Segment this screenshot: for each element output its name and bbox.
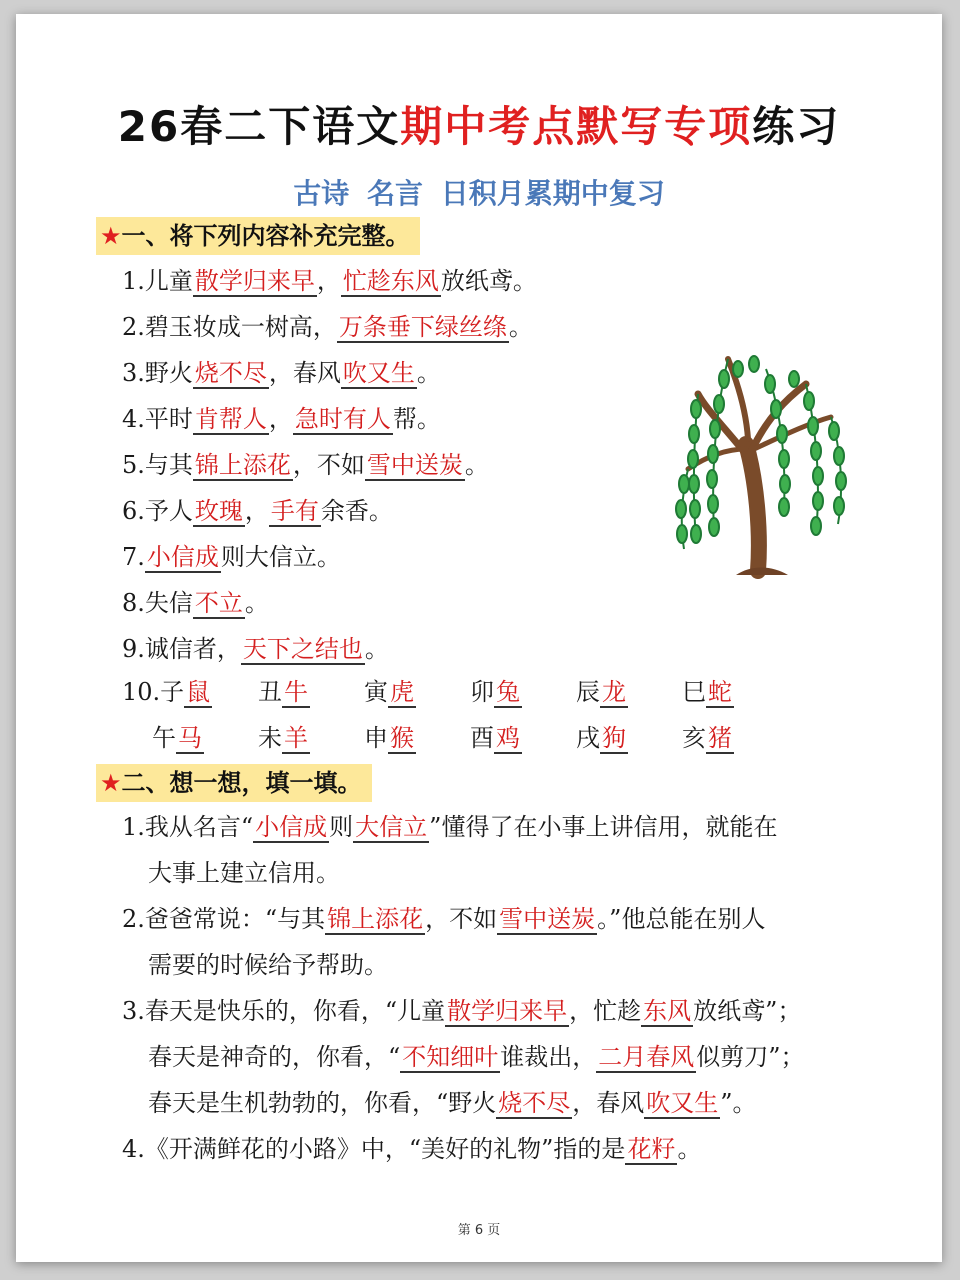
prompt-text: ，忙趁 bbox=[569, 997, 642, 1025]
page-number: 第 6 页 bbox=[457, 1223, 501, 1238]
prompt-text: 放纸鸢。 bbox=[440, 267, 537, 295]
prompt-text: 7. bbox=[122, 543, 145, 571]
earthly-branch: 申 bbox=[364, 724, 388, 752]
section2-heading-text: 二、想一想，填一填。 bbox=[121, 769, 362, 797]
prompt-text: 。 bbox=[464, 451, 489, 479]
answer-text: 烧不尽 bbox=[194, 359, 267, 387]
prompt-text: 3.野火 bbox=[122, 359, 193, 387]
answer-text: 牛 bbox=[284, 678, 308, 706]
prompt-text: 。 bbox=[364, 635, 389, 663]
section1-item bbox=[122, 402, 441, 436]
prompt-text: 5.与其 bbox=[122, 451, 193, 479]
answer-text: 大信立 bbox=[355, 813, 428, 841]
answer-text: 小信成 bbox=[255, 813, 328, 841]
section2-line bbox=[122, 1132, 701, 1166]
prompt-text: 。 bbox=[677, 1135, 702, 1163]
earthly-branch: 10.子 bbox=[122, 678, 185, 706]
prompt-text: 1.我从名言“ bbox=[122, 813, 254, 841]
zodiac-pair bbox=[682, 675, 734, 709]
prompt-text: 春天是生机勃勃的，你看，“野火 bbox=[148, 1089, 497, 1117]
prompt-text: 春天是神奇的，你看，“ bbox=[148, 1043, 401, 1071]
section1-heading-text: 一、将下列内容补充完整。 bbox=[121, 222, 410, 250]
prompt-text: 1.儿童 bbox=[122, 267, 193, 295]
answer-text: 锦上添花 bbox=[327, 905, 424, 933]
answer-text: 吹又生 bbox=[342, 359, 415, 387]
section1-item bbox=[122, 494, 393, 528]
section1-item bbox=[122, 356, 441, 390]
prompt-text: 4.《开满鲜花的小路》中，“美好的礼物”指的是 bbox=[122, 1135, 626, 1163]
answer-text: 吹又生 bbox=[646, 1089, 719, 1117]
earthly-branch: 戌 bbox=[576, 724, 600, 752]
prompt-text: 大事上建立信用。 bbox=[148, 859, 340, 887]
section1-item bbox=[122, 540, 341, 574]
prompt-text: 6.予人 bbox=[122, 497, 193, 525]
answer-text: 手有 bbox=[270, 497, 319, 525]
prompt-text: 3.春天是快乐的，你看，“儿童 bbox=[122, 997, 446, 1025]
zodiac-pair bbox=[576, 721, 628, 755]
answer-text: 锦上添花 bbox=[194, 451, 291, 479]
answer-text: 鼠 bbox=[186, 678, 211, 706]
page-subtitle: 古诗 名言 日积月累期中复习 bbox=[293, 177, 665, 210]
answer-text: 狗 bbox=[602, 724, 626, 752]
zodiac-pair bbox=[576, 675, 628, 709]
answer-text: 猴 bbox=[390, 724, 414, 752]
zodiac-pair bbox=[682, 721, 734, 755]
answer-text: 东风 bbox=[643, 997, 692, 1025]
page-title bbox=[16, 94, 942, 154]
answer-text: 小信成 bbox=[146, 543, 219, 571]
prompt-text: ，不如 bbox=[292, 451, 365, 479]
prompt-text: ， bbox=[268, 405, 293, 433]
answer-text: 不知细叶 bbox=[402, 1043, 499, 1071]
earthly-branch: 丑 bbox=[258, 678, 282, 706]
prompt-text: 。 bbox=[416, 359, 441, 387]
section1-item bbox=[122, 586, 269, 620]
earthly-branch: 寅 bbox=[364, 678, 388, 706]
prompt-text: 则 bbox=[329, 813, 354, 841]
answer-text: 万条垂下绿丝绦 bbox=[338, 313, 507, 341]
zodiac-pair bbox=[258, 721, 310, 755]
section2-line bbox=[148, 1086, 757, 1120]
prompt-text: 似剪刀”； bbox=[696, 1043, 805, 1071]
prompt-text: 4.平时 bbox=[122, 405, 193, 433]
answer-text: 蛇 bbox=[708, 678, 732, 706]
zodiac-pair bbox=[364, 721, 416, 755]
answer-text: 急时有人 bbox=[294, 405, 391, 433]
prompt-text: 。”他总能在别人 bbox=[597, 905, 766, 933]
title-part3: 练习 bbox=[752, 102, 841, 151]
zodiac-pair bbox=[258, 675, 310, 709]
answer-text: 羊 bbox=[284, 724, 308, 752]
earthly-branch: 巳 bbox=[682, 678, 706, 706]
prompt-text: 2.爸爸常说：“与其 bbox=[122, 905, 326, 933]
section1-item bbox=[122, 310, 533, 344]
willow-tree-icon bbox=[666, 339, 866, 579]
section2-line bbox=[122, 994, 801, 1028]
earthly-branch: 酉 bbox=[470, 724, 494, 752]
zodiac-pair bbox=[152, 721, 204, 755]
prompt-text: 。 bbox=[244, 589, 269, 617]
prompt-text: ， bbox=[244, 497, 269, 525]
title-part1: 26春二下语文 bbox=[117, 102, 401, 151]
prompt-text: 2.碧玉妆成一树高， bbox=[122, 313, 337, 341]
answer-text: 雪中送炭 bbox=[366, 451, 463, 479]
section2-line bbox=[148, 1040, 805, 1074]
zodiac-pair bbox=[122, 675, 212, 709]
answer-text: 虎 bbox=[390, 678, 414, 706]
answer-text: 雪中送炭 bbox=[499, 905, 596, 933]
answer-text: 不立 bbox=[194, 589, 243, 617]
answer-text: 散学归来早 bbox=[447, 997, 568, 1025]
prompt-text: 需要的时候给予帮助。 bbox=[148, 951, 388, 979]
answer-text: 马 bbox=[178, 724, 202, 752]
section2-line bbox=[148, 856, 340, 890]
answer-text: 龙 bbox=[602, 678, 626, 706]
zodiac-pair bbox=[364, 675, 416, 709]
prompt-text: 。 bbox=[508, 313, 533, 341]
prompt-text: 8.失信 bbox=[122, 589, 193, 617]
section2-heading bbox=[96, 764, 372, 802]
prompt-text: 帮。 bbox=[392, 405, 441, 433]
answer-text: 烧不尽 bbox=[498, 1089, 571, 1117]
prompt-text: 余香。 bbox=[320, 497, 393, 525]
section2-line bbox=[122, 810, 777, 844]
prompt-text: 放纸鸢”； bbox=[693, 997, 802, 1025]
section2-line bbox=[122, 902, 765, 936]
answer-text: 天下之结也 bbox=[242, 635, 363, 663]
worksheet-page bbox=[16, 14, 942, 1262]
prompt-text: ，春风 bbox=[268, 359, 341, 387]
prompt-text: 谁裁出， bbox=[500, 1043, 597, 1071]
title-part2: 期中考点默写专项 bbox=[400, 102, 753, 151]
earthly-branch: 未 bbox=[258, 724, 282, 752]
earthly-branch: 亥 bbox=[682, 724, 706, 752]
prompt-text: ，春风 bbox=[572, 1089, 645, 1117]
answer-text: 二月春风 bbox=[598, 1043, 695, 1071]
section1-item bbox=[122, 264, 537, 298]
prompt-text: 则大信立。 bbox=[220, 543, 341, 571]
answer-text: 兔 bbox=[496, 678, 520, 706]
zodiac-pair bbox=[470, 721, 522, 755]
earthly-branch: 辰 bbox=[576, 678, 600, 706]
section2-line bbox=[148, 948, 388, 982]
answer-text: 肯帮人 bbox=[194, 405, 267, 433]
answer-text: 忙趁东风 bbox=[342, 267, 439, 295]
section1-item bbox=[122, 448, 489, 482]
earthly-branch: 卯 bbox=[470, 678, 494, 706]
answer-text: 猪 bbox=[708, 724, 732, 752]
section1-heading bbox=[96, 217, 420, 255]
star-icon: ★ bbox=[100, 769, 122, 797]
section1-item bbox=[122, 632, 389, 666]
answer-text: 玫瑰 bbox=[194, 497, 243, 525]
prompt-text: 9.诚信者， bbox=[122, 635, 241, 663]
answer-text: 散学归来早 bbox=[194, 267, 315, 295]
zodiac-pair bbox=[470, 675, 522, 709]
earthly-branch: 午 bbox=[152, 724, 176, 752]
prompt-text: ，不如 bbox=[425, 905, 498, 933]
prompt-text: ， bbox=[316, 267, 341, 295]
prompt-text: ”。 bbox=[720, 1089, 757, 1117]
prompt-text: ”懂得了在小事上讲信用，就能在 bbox=[429, 813, 778, 841]
answer-text: 花籽 bbox=[627, 1135, 676, 1163]
answer-text: 鸡 bbox=[496, 724, 520, 752]
star-icon: ★ bbox=[100, 222, 122, 250]
